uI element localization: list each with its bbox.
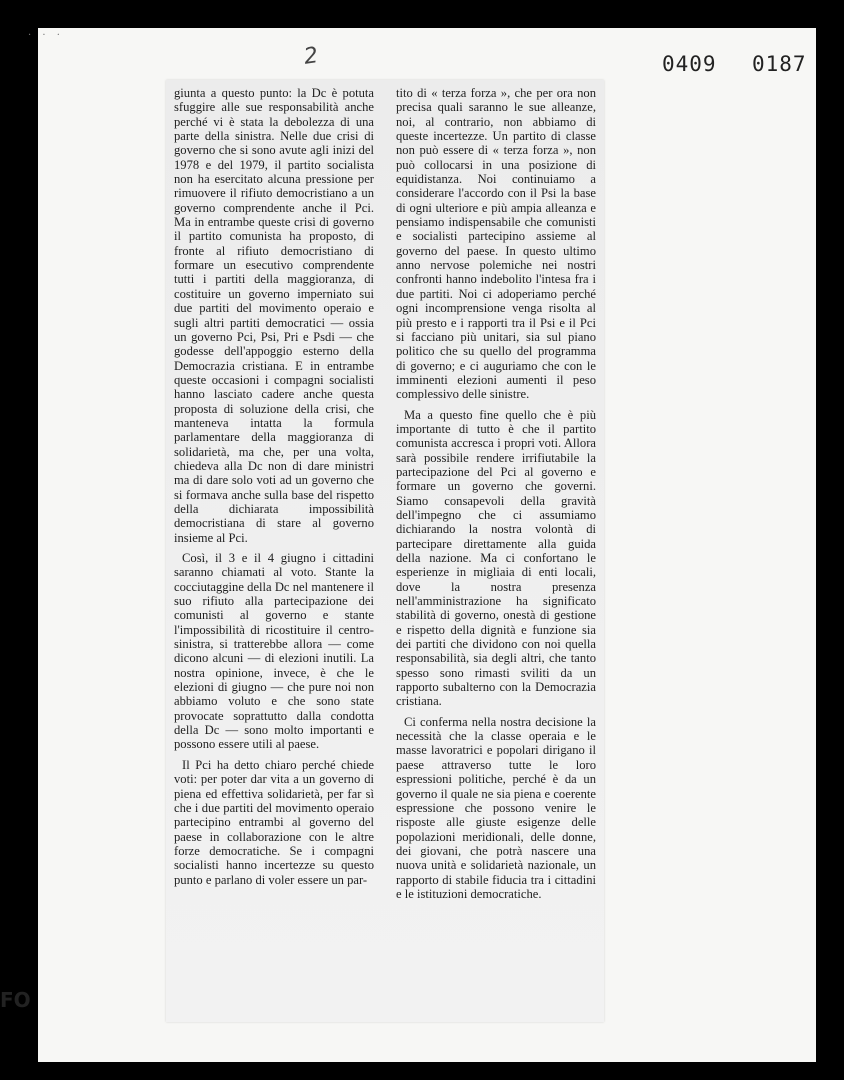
paragraph: giunta a questo punto: la Dc è potuta sfuggire alle sue responsabilità anche perché vi è stata la debolezza di una parte della sinistra. Nelle due crisi di governo che si sono avute agli inizi del 1978 e del 1979, il partito socialista non ha esercitato alcuna pressione per rimuovere il rifiuto democristiano a un governo comprendente anche il Pci. Ma in entrambe queste crisi di governo il partito comunista ha proposto, di fronte al rifiuto democristiano di formare un esecutivo comprendente tutti i partiti della maggioranza, di costituire un governo imperniato sui due partiti del movimento operaio e sugli altri partiti democratici — ossia un governo Pci, Psi, Pri e Psdi — che godesse dell'appoggio esterno della Democrazia cristiana. E in entrambe queste occasioni i compagni socialisti hanno lasciato cadere anche questa proposta di soluzione della crisi, che manteneva intatta la formula parlamentare della maggioranza di solidarietà, ma che, per una volta, chiedeva alla Dc non di dare ministri ma di dare solo voti ad un governo che si formava anche sulla base del rispetto della dichiarata impossibilità democristiana di stare al governo insieme al Pci. [174, 86, 374, 545]
paragraph: Ci conferma nella nostra decisione la necessità che la classe operaia e le masse lavoratrici e popolari dirigano il paese attraverso tutte le loro espressioni politiche, perché è da un governo il quale ne sia piena e coerente espressione che possono venire le risposte alle giuste esigenze delle popolazioni meridionali, delle donne, dei giovani, che potrà nascere una nuova unità e solidarietà nazionale, un rapporto di stabile fiducia tra i cittadini e le istituzioni democratiche. [396, 714, 596, 901]
paragraph: tito di « terza forza », che per ora non precisa quali saranno le sue alleanze, noi, al contrario, non abbiamo di queste incertezze. Un partito di classe non può essere di « terza forza », non può collocarsi in una posizione di equidistanza. Noi continuiamo a considerare l'accordo con il Psi la base di ogni ulteriore e più ampia alleanza e pensiamo indispensabile che comunisti e socialisti partecipino assieme al governo del paese. In questo ultimo anno nervose polemiche nei nostri confronti hanno indebolito l'intesa fra i due partiti. Noi ci adoperiamo perché ogni incomprensione venga risolta al più presto e i rapporti tra il Psi e il Pci si facciano più unitari, sia sul piano politico che su quello del programma di governo; e ci auguriamo che con le imminenti elezioni aumenti il peso complessivo delle sinistre. [396, 86, 596, 402]
paragraph: Il Pci ha detto chiaro perché chiede voti: per poter dar vita a un governo di piena ed effettiva solidarietà, per far sì che i due partiti del movimento operaio partecipino entrambi al governo del paese in collaborazione con le altre forze democratiche. Se i compagni socialisti hanno incertezze su questo punto e parlano di voler essere un par- [174, 757, 374, 887]
handwritten-page-number: 2 [302, 43, 320, 70]
watermark-logo: FO [0, 988, 31, 1012]
article-left-column [174, 86, 374, 893]
paragraph: Così, il 3 e il 4 giugno i cittadini saranno chiamati al voto. Stante la cocciutaggine della Dc nel mantenere il suo rifiuto alla partecipazione dei comunisti al governo e stante l'impossibilità di ricostituire il centro-sinistra, si tratterebbe allora — come dicono alcuni — di elezioni inutili. La nostra opinione, invece, è che le elezioni di giugno — che pure noi non abbiamo voluto e che sono state provocate soprattutto dalla condotta della Dc — sono molto importanti e possono essere utili al paese. [174, 551, 374, 752]
document-code-left: 0409 [662, 52, 717, 76]
article-right-column [396, 86, 596, 907]
document-code-right: 0187 [752, 52, 807, 76]
paragraph: Ma a questo fine quello che è più importante di tutto è che il partito comunista accresca i propri voti. Allora sarà possibile rendere irrifiutabile la partecipazione del Pci al governo e formare un governo che governi. Siamo consapevoli della gravità dell'impegno che ci assumiamo dichiarando la nostra volontà di partecipare direttamente alla guida della nazione. Ma ci confortano le esperienze in migliaia di enti locali, dove la nostra presenza nell'amministrazione ha significato stabilità di governo, onestà di gestione e rispetto della dignità e funzione sia dei partiti che dividono con noi quella responsabilità, sia degli altri, che tanto spesso sono rimasti sviliti da un rapporto subalterno con la Democrazia cristiana. [396, 407, 596, 709]
corner-marks: · · · [28, 30, 64, 41]
